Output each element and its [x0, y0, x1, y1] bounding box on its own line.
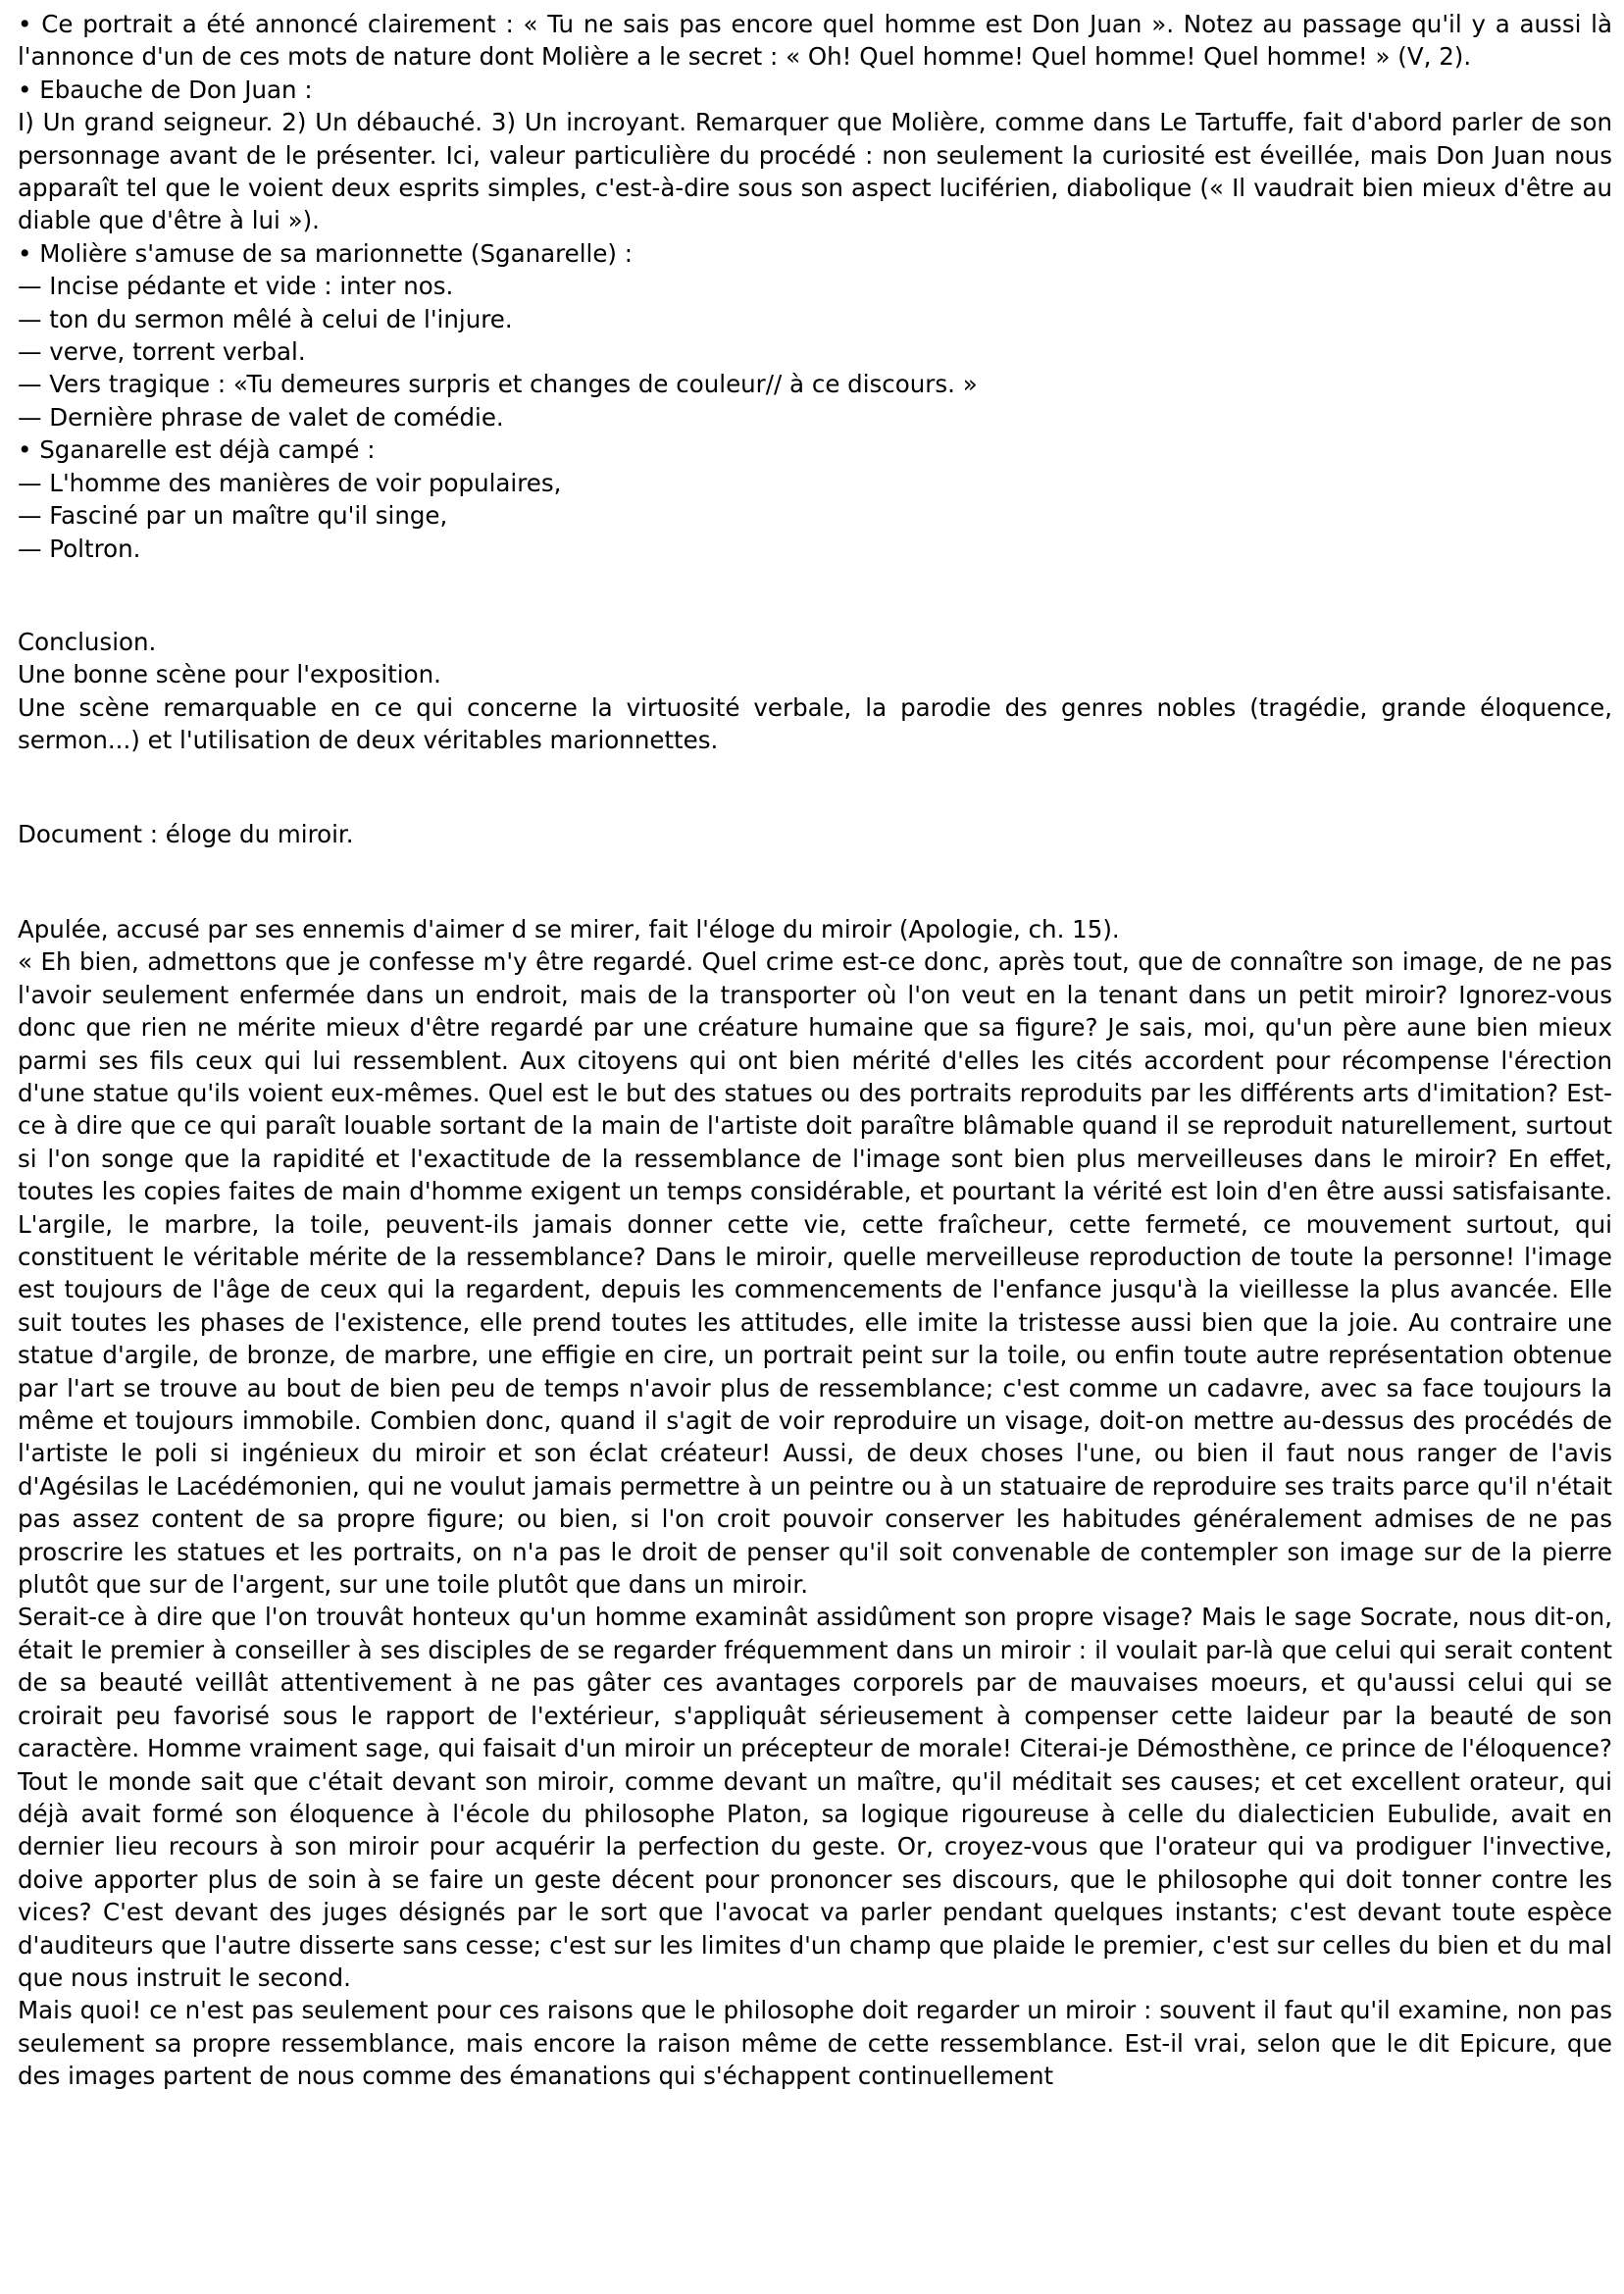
portrait-annonce-paragraph: • Ce portrait a été annoncé clairement : « Tu ne sais pas encore quel homme est Don Juan ». Notez au passage qu'il y a aussi là l'annonce d'un de ces mots de nature dont Molière a le secret : « Oh! Quel homme! Quel homme! Quel homme! » (V, 2). [18, 10, 1612, 72]
marionnette-item: — verve, torrent verbal. [18, 337, 306, 367]
ebauche-paragraph: I) Un grand seigneur. 2) Un débauché. 3) Un incroyant. Remarquer que Molière, comme dans Le Tartuffe, fait d'abord parler de son personnage avant de le présenter. Ici, valeur particulière du procédé : non seulement la curiosité est éveillée, mais Don Juan nous apparaît tel que le voient deux esprits simples, c'est-à-dire sous son aspect luciférien, diabolique (« Il vaudrait bien mieux d'être au diable que d'être à lui »). [18, 108, 1612, 235]
sganarelle-item: — L'homme des manières de voir populaires, [18, 468, 562, 497]
sganarelle-item: — Poltron. [18, 534, 141, 563]
marionnette-item: — ton du sermon mêlé à celui de l'injure. [18, 304, 513, 333]
spacer [18, 565, 1612, 626]
conclusion-line: Une bonne scène pour l'exposition. [18, 660, 441, 689]
marionnette-heading: • Molière s'amuse de sa marionnette (Sganarelle) : [18, 238, 634, 268]
conclusion-paragraph: Une scène remarquable en ce qui concerne la virtuosité verbale, la parodie des genres nobles (tragédie, grande éloquence, sermon...) et l'utilisation de deux véritables marionnettes. [18, 692, 1612, 755]
spacer [18, 850, 1612, 913]
marionnette-item: — Dernière phrase de valet de comédie. [18, 402, 504, 432]
apulee-paragraph-2: Serait-ce à dire que l'on trouvât honteux qu'un homme examinât assidûment son propre visage? Mais le sage Socrate, nous dit-on, était le premier à conseiller à ses disciples de se regarder fréquemment dans un miroir : il voulait par-là que celui qui serait content de sa beauté veillât attentivement à ne pas gâter ces avantages corporels par de mauvaises moeurs, et qu'aussi celui qui se croirait peu favorisé sous le rapport de l'extérieur, s'appliquât sérieusement à compenser cette laideur par la beauté de son caractère. Homme vraiment sage, qui faisait d'un miroir un précepteur de morale! Citerai-je Démosthène, ce prince de l'éloquence? Tout le monde sait que c'était devant son miroir, comme devant un maître, qu'il méditait ses causes; et cet excellent orateur, qui déjà avait formé son éloquence à l'école du philosophe Platon, sa logique rigoureuse à celle du dialecticien Eubulide, avait en dernier lieu recours à son miroir pour acquérir la perfection du geste. Or, croyez-vous que l'orateur qui va prodiguer l'invective, doive apporter plus de soin à se faire un geste décent pour prononcer ses discours, que le philosophe qui doit tonner contre les vices? C'est devant des juges désignés par le sort que l'avocat va parler pendant quelques instants; c'est devant toute espèce d'auditeurs que l'autre disserte sans cesse; c'est sur les limites d'un champ que plaide le premier, c'est sur celles du bien et du mal que nous instruit le second. [18, 1603, 1612, 1992]
spacer [18, 757, 1612, 818]
document-page [18, 8, 1612, 2093]
sganarelle-heading: • Sganarelle est déjà campé : [18, 435, 376, 465]
apulee-intro: Apulée, accusé par ses ennemis d'aimer d se mirer, fait l'éloge du miroir (Apologie, ch. 15). [18, 914, 1120, 943]
marionnette-item: — Vers tragique : «Tu demeures surpris et changes de couleur// à ce discours. » [18, 370, 978, 399]
sganarelle-item: — Fasciné par un maître qu'il singe, [18, 501, 448, 531]
marionnette-item: — Incise pédante et vide : inter nos. [18, 272, 454, 301]
apulee-paragraph-3: Mais quoi! ce n'est pas seulement pour ces raisons que le philosophe doit regarder un miroir : souvent il faut qu'il examine, non pas seulement sa propre ressemblance, mais encore la raison même de cette ressemblance. Est-il vrai, selon que le dit Epicure, que des images partent de nous comme des émanations qui s'échappent continuellement [18, 1996, 1612, 2091]
conclusion-heading: Conclusion. [18, 627, 157, 656]
ebauche-heading: • Ebauche de Don Juan : [18, 75, 313, 104]
apulee-paragraph-1: « Eh bien, admettons que je confesse m'y être regardé. Quel crime est-ce donc, après tout, que de connaître son image, de ne pas l'avoir seulement enfermée dans un endroit, mais de la transporter où l'on veut en la tenant dans un petit miroir? Ignorez-vous donc que rien ne mérite mieux d'être regardé par une créature humaine que sa figure? Je sais, moi, qu'un père aune bien mieux parmi ses fils ceux qui lui ressemblent. Aux citoyens qui ont bien mérité d'elles les cités accordent pour récompense l'érection d'une statue qu'ils voient eux-mêmes. Quel est le but des statues ou des portraits reproduits par les différents arts d'imitation? Est-ce à dire que ce qui paraît louable sortant de la main de l'artiste doit paraître blâmable quand il se reproduit naturellement, surtout si l'on songe que la rapidité et l'exactitude de la ressemblance de l'image sont bien plus merveilleuses dans le miroir? En effet, toutes les copies faites de main d'homme exigent un temps considérable, et pourtant la vérité est loin d'en être aussi satisfaisante. L'argile, le marbre, la toile, peuvent-ils jamais donner cette vie, cette fraîcheur, cette fermeté, ce mouvement surtout, qui constituent le véritable mérite de la ressemblance? Dans le miroir, quelle merveilleuse reproduction de toute la personne! l'image est toujours de l'âge de ceux qui la regardent, depuis les commencements de l'enfance jusqu'à la vieillesse la plus avancée. Elle suit toutes les phases de l'existence, elle prend toutes les attitudes, elle imite la tristesse aussi bien que la joie. Au contraire une statue d'argile, de bronze, de marbre, une effigie en cire, un portrait peint sur la toile, ou enfin toute autre représentation obtenue par l'art se trouve au bout de bien peu de temps n'avoir plus de ressemblance; c'est comme un cadavre, avec sa face toujours la même et toujours immobile. Combien donc, quand il s'agit de voir reproduire un visage, doit-on mettre au-dessus des procédés de l'artiste le poli si ingénieux du miroir et son éclat créateur! Aussi, de deux choses l'une, ou bien il faut nous ranger de l'avis d'Agésilas le Lacédémonien, qui ne voulut jamais permettre à un peintre ou à un statuaire de reproduire ses traits parce qu'il n'était pas assez content de sa propre figure; ou bien, si l'on croit pouvoir conserver les habitudes généralement admises de ne pas proscrire les statues et les portraits, on n'a pas le droit de penser qu'il soit convenable de contempler son image sur de la pierre plutôt que sur de l'argent, sur une toile plutôt que dans un miroir. [18, 947, 1612, 1600]
document-title: Document : éloge du miroir. [18, 819, 354, 848]
